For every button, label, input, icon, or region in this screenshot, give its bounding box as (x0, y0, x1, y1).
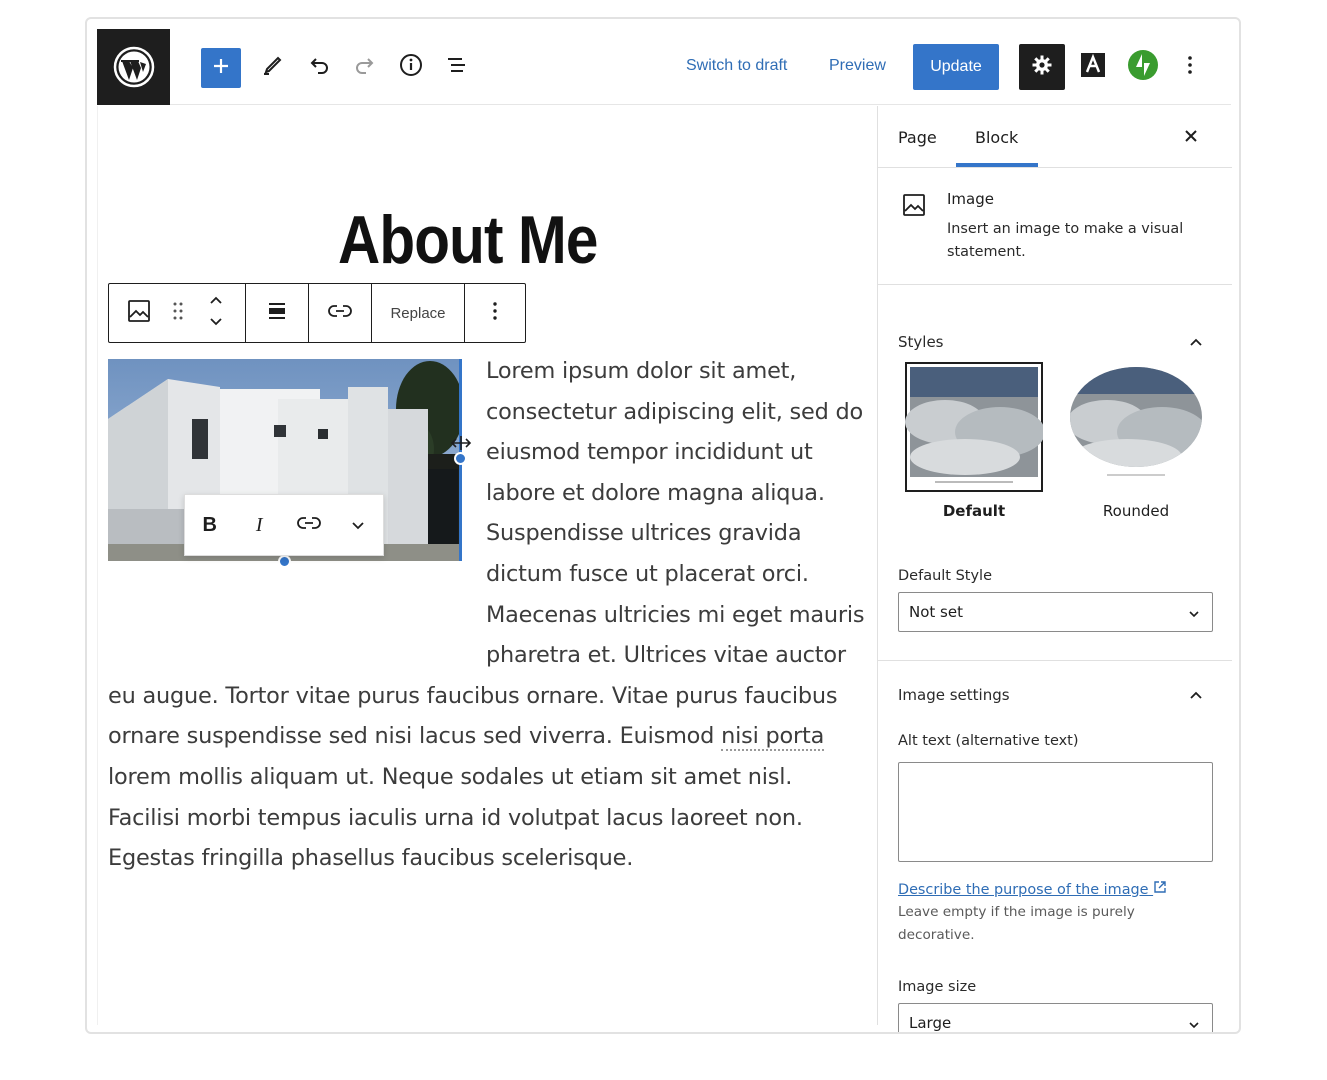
redo-button[interactable] (347, 49, 383, 85)
page-title[interactable]: About Me (338, 202, 598, 278)
alt-text-field[interactable] (898, 762, 1213, 862)
link-button[interactable] (309, 284, 371, 342)
style-option-label: Rounded (1102, 502, 1170, 520)
active-tab-indicator (956, 163, 1038, 167)
preview-link[interactable]: Preview (829, 57, 886, 74)
add-block-button[interactable] (201, 48, 241, 88)
italic-button[interactable]: I (255, 513, 263, 536)
drag-handle[interactable] (169, 284, 187, 342)
block-card-title: Image (947, 190, 994, 208)
replace-button[interactable] (372, 284, 464, 342)
describe-purpose-text: Describe the purpose of the image (898, 882, 1149, 898)
more-vertical-icon (1187, 54, 1193, 81)
plus-icon (211, 56, 231, 81)
block-card (878, 168, 1232, 285)
close-icon (1184, 124, 1198, 149)
default-style-value: Not set (909, 603, 963, 621)
external-link-icon (1153, 882, 1167, 898)
options-button[interactable] (1172, 49, 1208, 85)
default-style-preview (905, 362, 1043, 492)
sidebar-tabs (878, 106, 1232, 168)
chevron-down-icon (1188, 1016, 1200, 1034)
jetpack-bolt-icon (1127, 49, 1159, 86)
block-card-description: Insert an image to make a visual statement. (947, 221, 1184, 260)
wordpress-logo[interactable] (97, 29, 170, 105)
typography-a-icon (1080, 52, 1106, 83)
chevron-down-icon (1188, 605, 1200, 623)
more-formats-button[interactable] (334, 495, 384, 555)
style-option-label: Default (942, 502, 1006, 520)
undo-button[interactable] (301, 49, 337, 85)
rounded-style-preview (1067, 362, 1205, 492)
settings-button[interactable] (1019, 44, 1065, 90)
tab-block[interactable]: Block (975, 128, 1019, 147)
resize-cursor-icon (450, 435, 472, 456)
caption-format-toolbar (184, 494, 384, 556)
style-option-default[interactable] (905, 362, 1043, 520)
close-sidebar-button[interactable] (1184, 124, 1198, 149)
default-style-label: Default Style (898, 568, 993, 584)
spelling-highlight: nisi porta (721, 723, 825, 750)
jetpack-button[interactable] (1125, 49, 1161, 85)
image-size-value: Large (909, 1014, 952, 1032)
align-icon (266, 300, 288, 327)
paragraph-text-end: lorem mollis aliquam ut. Neque sodales ut etiam sit amet nisl. Facilisi morbi tempus iaculis urna id volutpat lacus laoreet non. Egestas fringilla phasellus faucibus scelerisque. (108, 763, 803, 872)
link-group (309, 284, 372, 342)
switch-to-draft-link[interactable]: Switch to draft (686, 57, 788, 74)
styles-panel-header[interactable]: Styles (898, 333, 944, 351)
replace-label: Replace (390, 304, 446, 322)
describe-purpose-link[interactable] (898, 880, 1167, 898)
info-icon (398, 52, 424, 83)
image-size-select[interactable] (898, 1003, 1213, 1034)
settings-sidebar (877, 106, 1231, 1032)
block-type-button[interactable] (109, 284, 169, 342)
image-icon (902, 193, 926, 221)
block-toolbar (108, 283, 526, 343)
list-view-button[interactable] (439, 49, 475, 85)
alt-text-label: Alt text (alternative text) (898, 733, 1079, 749)
panel-divider (878, 660, 1232, 661)
move-block-button[interactable] (187, 284, 245, 342)
bold-button[interactable]: B (202, 513, 217, 536)
top-toolbar (97, 29, 1231, 105)
pencil-icon (261, 53, 285, 82)
align-button[interactable] (246, 284, 308, 342)
details-button[interactable] (393, 49, 429, 85)
replace-group (372, 284, 465, 342)
block-switcher-group (109, 284, 246, 342)
more-group (465, 284, 525, 342)
link-icon (327, 303, 353, 324)
chevron-up-icon[interactable] (1188, 333, 1204, 352)
image-settings-panel-header[interactable]: Image settings (898, 686, 1010, 704)
image-size-label: Image size (898, 979, 977, 995)
typography-button[interactable] (1075, 49, 1111, 85)
style-option-rounded[interactable] (1067, 362, 1205, 520)
link-icon (296, 514, 322, 537)
update-button[interactable]: Update (913, 44, 999, 90)
tools-button[interactable] (255, 49, 291, 85)
browser-frame (85, 17, 1241, 1034)
image-icon (127, 299, 151, 328)
resize-handle-bottom[interactable] (278, 555, 291, 568)
more-options-button[interactable] (465, 284, 525, 342)
chevron-up-icon[interactable] (1188, 686, 1204, 705)
tab-page[interactable]: Page (898, 128, 937, 147)
more-vertical-icon (492, 300, 498, 327)
list-view-icon (445, 53, 469, 82)
paragraph-text-start: Lorem ipsum dolor sit amet, consectetur adipiscing elit, sed do eiusmod tempor incididunt ut labore et dolore magna aliqua. Suspendisse ultrices gravida dictum fusce ut placerat orci. Maecenas ultricies mi eget mauris pharetra et. Ultrices vitae auctor eu augue. Tortor vitae purus faucibus ornare. Vitae purus faucibus ornare suspendisse sed nisi lacus sed viverra. Euismod (108, 358, 865, 750)
gear-icon (1031, 54, 1053, 81)
chevron-down-icon (350, 514, 366, 537)
editor-canvas (97, 106, 877, 1025)
move-up-down-icon (207, 294, 225, 333)
link-button[interactable] (284, 495, 334, 555)
drag-handle-icon (173, 301, 183, 326)
align-group (246, 284, 309, 342)
redo-icon (353, 53, 377, 82)
undo-icon (307, 53, 331, 82)
alt-text-help: Leave empty if the image is purely decorative. (898, 904, 1135, 943)
default-style-select[interactable] (898, 592, 1213, 632)
editor-screen (97, 29, 1231, 1032)
